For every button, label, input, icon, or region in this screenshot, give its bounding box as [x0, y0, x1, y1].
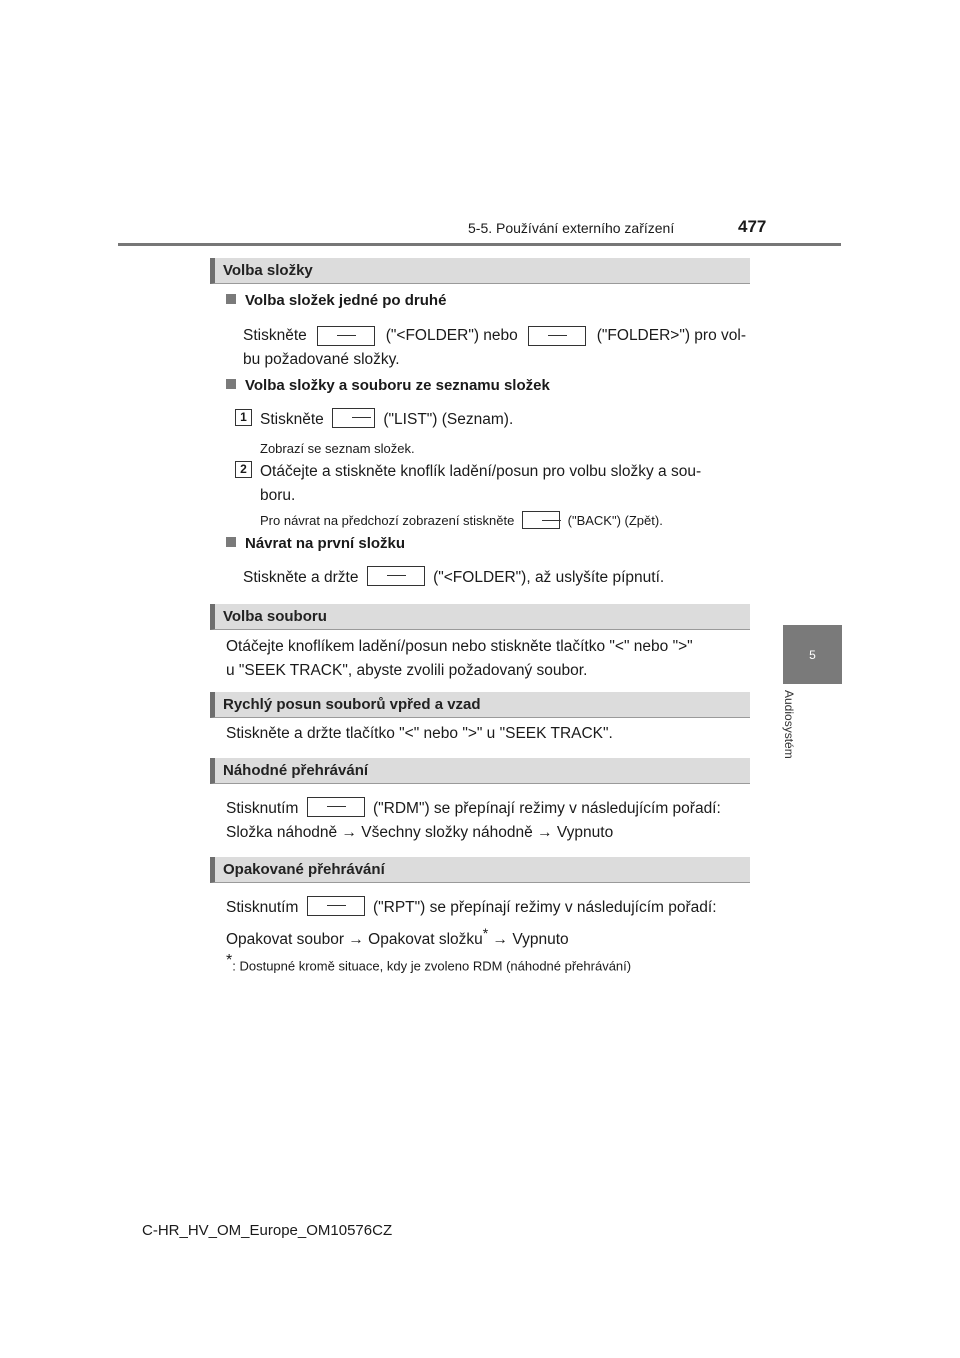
- bullet-square-icon: [226, 537, 236, 547]
- subsection-title: Návrat na první složku: [226, 535, 405, 552]
- arrow-right-icon: →: [492, 931, 509, 949]
- paragraph: Stiskněte a držte ("<FOLDER"), až uslyšíte pípnutí.: [243, 566, 664, 590]
- step-note: Zobrazí se seznam složek.: [260, 441, 415, 456]
- paragraph: Stisknutím ("RPT") se přepínají režimy v následujícím pořadí:: [226, 896, 717, 920]
- step-number-2: 2: [235, 461, 252, 478]
- page-number: 477: [738, 217, 767, 236]
- back-button-icon: [522, 511, 560, 529]
- section-title-random: Náhodné přehrávání: [210, 758, 750, 784]
- folder-next-button-icon: [528, 326, 586, 346]
- subsection-title: Volba složky a souboru ze seznamu složek: [226, 377, 550, 394]
- section-title-folder: Volba složky: [210, 258, 750, 284]
- paragraph: Stiskněte a držte tlačítko "<" nebo ">" u "SEEK TRACK".: [226, 725, 613, 742]
- chapter-tab: [783, 625, 842, 684]
- asterisk-mark: *: [482, 925, 489, 941]
- step-number-1: 1: [235, 409, 252, 426]
- paragraph: Stiskněte ("<FOLDER") nebo ("FOLDER>") pro vol- bu požadované složky.: [243, 327, 746, 368]
- header-divider: [118, 243, 841, 246]
- chapter-number: 5: [809, 647, 816, 662]
- rdm-button-icon: [307, 797, 365, 817]
- mode-sequence: Složka náhodně → Všechny složky náhodně → Vypnuto: [226, 824, 614, 841]
- list-button-icon: [332, 408, 375, 428]
- section-heading: 5-5. Používání externího zařízení: [468, 220, 675, 236]
- step-text: Stiskněte ("LIST") (Seznam).: [260, 408, 513, 432]
- section-title-repeat: Opakované přehrávání: [210, 857, 750, 883]
- paragraph: Otáčejte knoflíkem ladění/posun nebo stiskněte tlačítko "<" nebo ">" u "SEEK TRACK", abyste zvolili požadovaný soubor.: [226, 638, 693, 679]
- chapter-label: Audiosystém: [782, 690, 796, 759]
- step-note: Pro návrat na předchozí zobrazení stiskněte ("BACK") (Zpět).: [260, 513, 663, 528]
- paragraph: Stisknutím ("RDM") se přepínají režimy v následujícím pořadí:: [226, 797, 721, 821]
- subsection-title: Volba složek jedné po druhé: [226, 292, 446, 309]
- step-text: Otáčejte a stiskněte knoflík ladění/posun pro volbu složky a sou- boru.: [260, 463, 702, 504]
- section-title-seek: Rychlý posun souborů vpřed a vzad: [210, 692, 750, 718]
- arrow-right-icon: →: [341, 824, 357, 841]
- document-code: C-HR_HV_OM_Europe_OM10576CZ: [142, 1222, 393, 1239]
- bullet-square-icon: [226, 294, 236, 304]
- bullet-square-icon: [226, 379, 236, 389]
- arrow-right-icon: →: [348, 931, 364, 949]
- folder-prev-button-icon: [367, 566, 425, 586]
- arrow-right-icon: →: [537, 824, 553, 841]
- rpt-button-icon: [307, 896, 365, 916]
- footnote: *: Dostupné kromě situace, kdy je zvoleno RDM (náhodné přehrávání): [226, 952, 632, 974]
- asterisk-mark: *: [226, 952, 233, 969]
- mode-sequence: Opakovat soubor → Opakovat složku* → Vypnuto: [226, 925, 569, 949]
- section-title-file: Volba souboru: [210, 604, 750, 630]
- folder-prev-button-icon: [317, 326, 375, 346]
